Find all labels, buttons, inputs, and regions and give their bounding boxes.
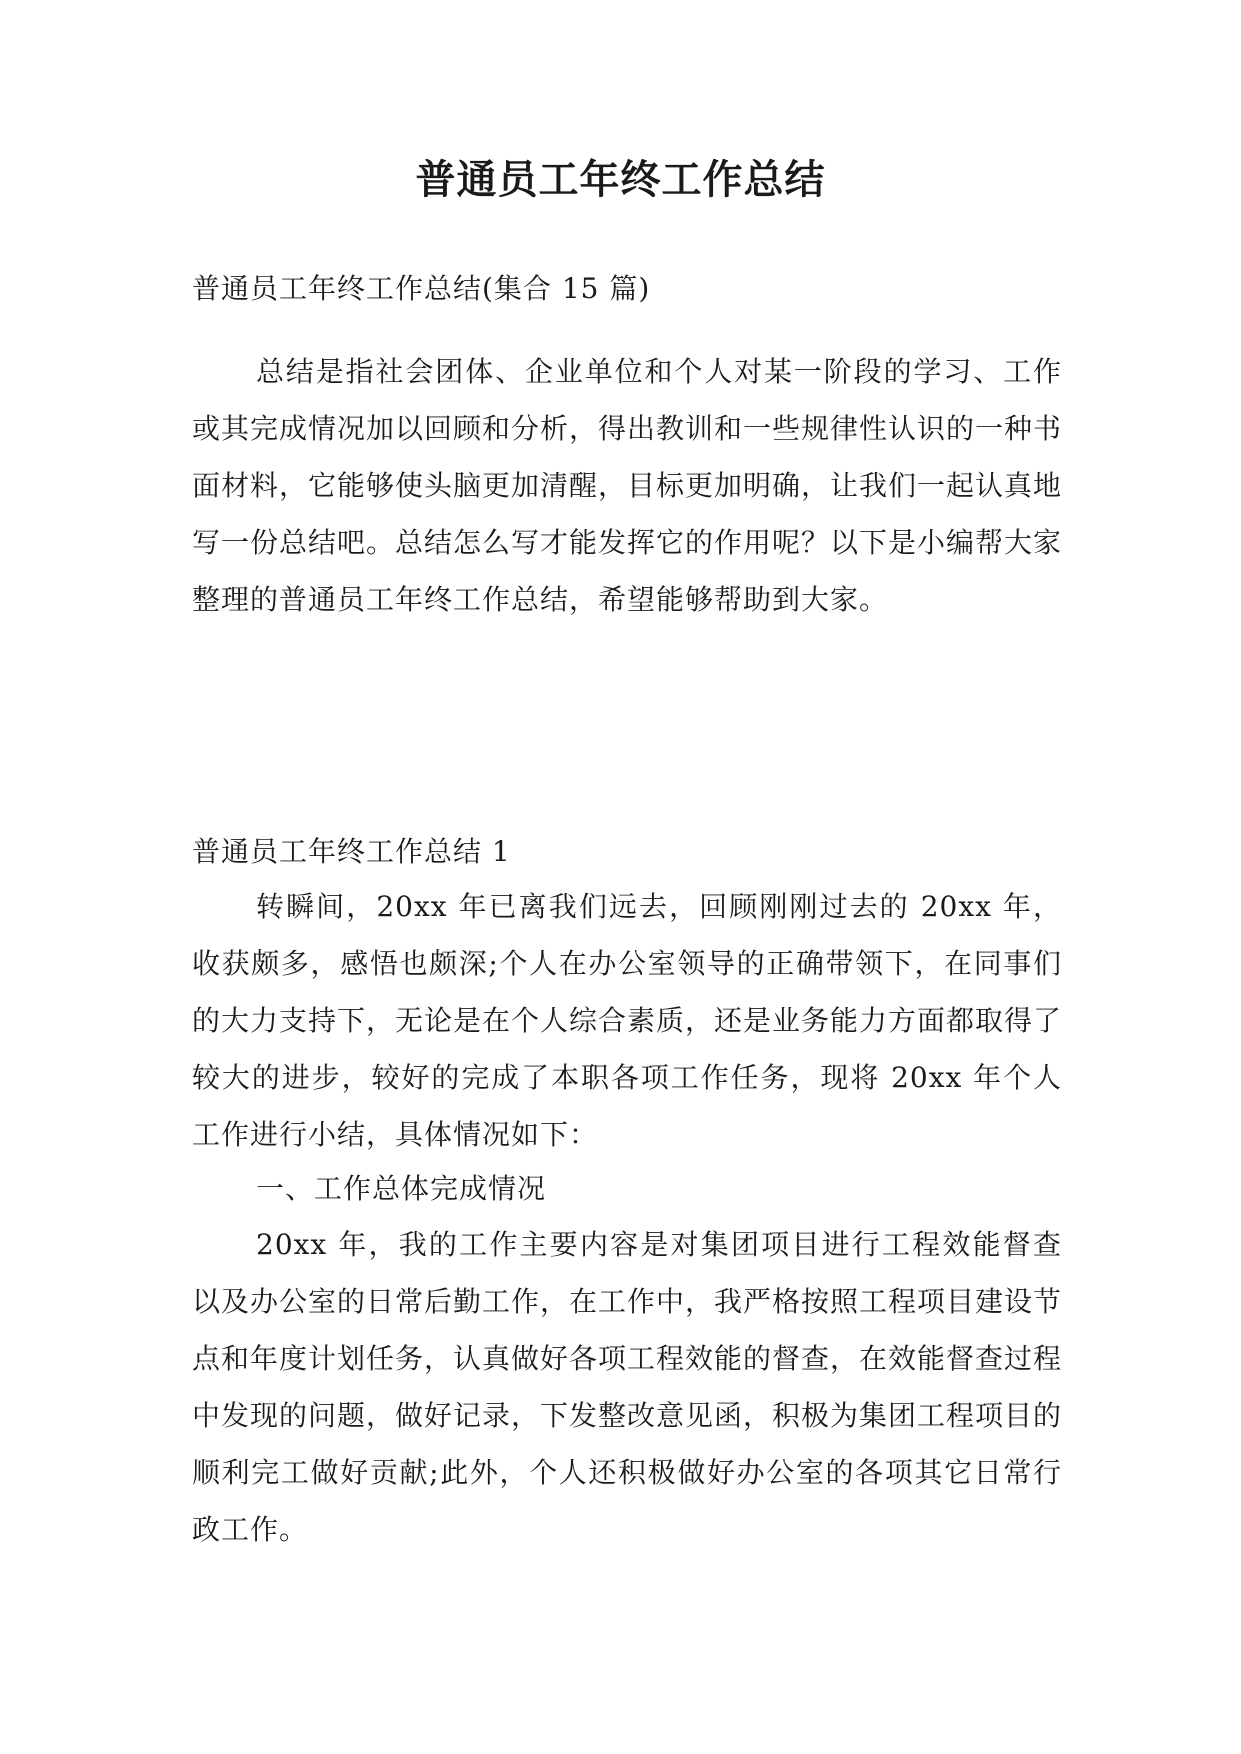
section-paragraph: 转瞬间，20xx 年已离我们远去，回顾刚刚过去的 20xx 年，收获颇多，感悟也颇深;个人在办公室领导的正确带领下，在同事们的大力支持下，无论是在个人综合素质，还是业务能力方面都取得了较大的进步，较好的完成了本职各项工作任务，现将 20xx 年个人工作进行小结，具体情况如下： [192,890,1063,1151]
section-subheading: 一、工作总体完成情况 [256,1172,547,1205]
section-paragraph: 20xx 年，我的工作主要内容是对集团项目进行工程效能督查以及办公室的日常后勤工作，在工作中，我严格按照工程项目建设节点和年度计划任务，认真做好各项工程效能的督查，在效能督查过程中发现的问题，做好记录，下发整改意见函，积极为集团工程项目的顺利完工做好贡献;此外，个人还积极做好办公室的各项其它日常行政工作。 [192,1228,1063,1546]
section-heading: 普通员工年终工作总结 1 [192,835,511,868]
document-subtitle: 普通员工年终工作总结(集合 15 篇) [192,272,651,305]
document-title: 普通员工年终工作总结 [415,157,826,203]
intro-paragraph: 总结是指社会团体、企业单位和个人对某一阶段的学习、工作或其完成情况加以回顾和分析，得出教训和一些规律性认识的一种书面材料，它能够使头脑更加清醒，目标更加明确，让我们一起认真地写一份总结吧。总结怎么写才能发挥它的作用呢？以下是小编帮大家整理的普通员工年终工作总结，希望能够帮助到大家。 [192,355,1063,616]
